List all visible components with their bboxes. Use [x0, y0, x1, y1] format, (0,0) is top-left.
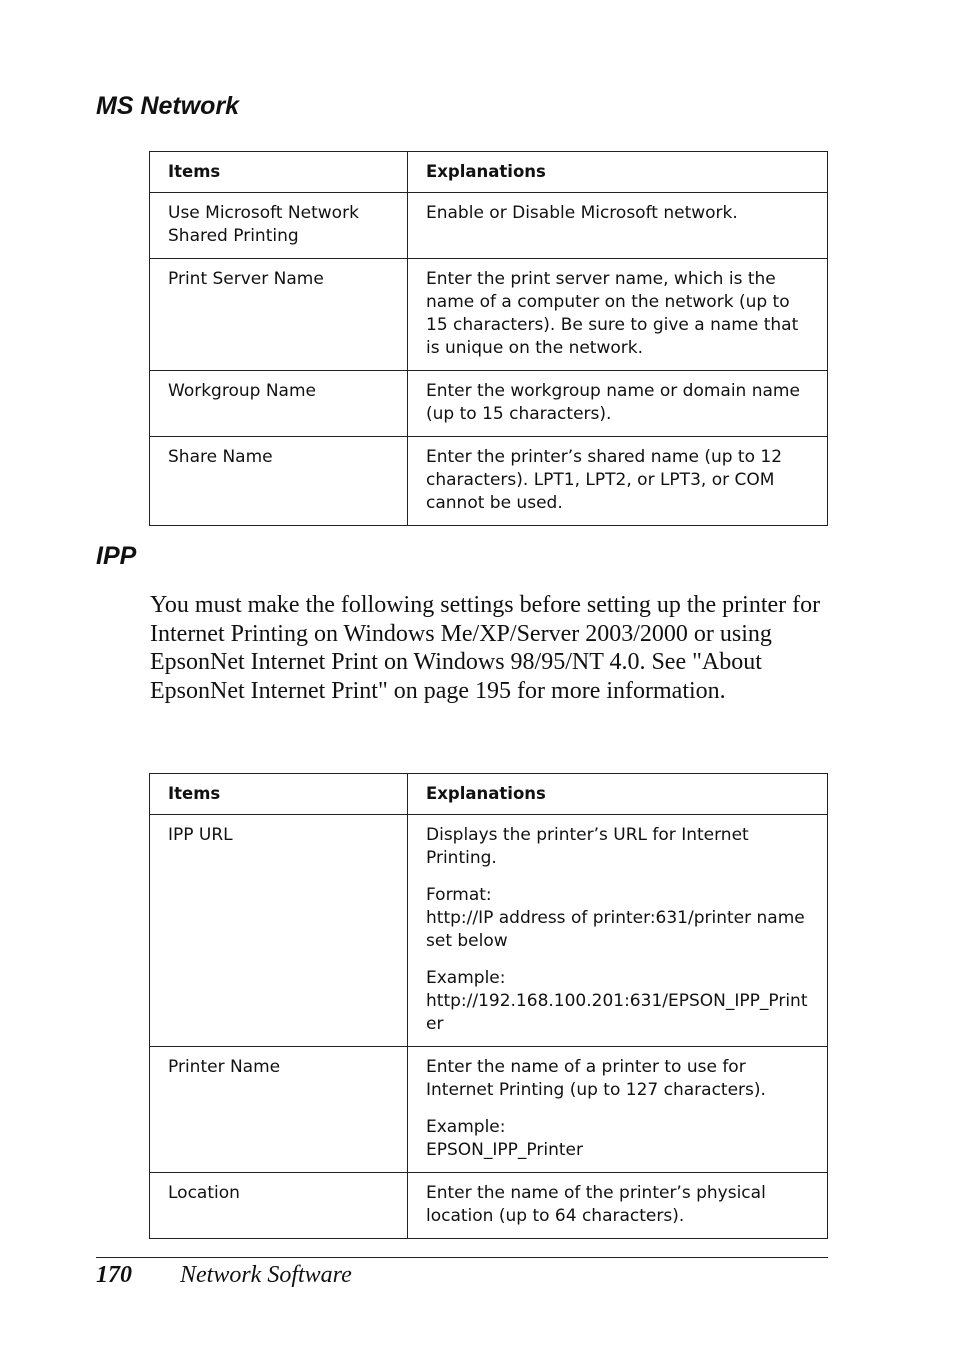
explanation-cell	[408, 437, 828, 526]
footer-chapter-title: Network Software	[180, 1262, 352, 1288]
table-row	[150, 1047, 828, 1173]
table-row	[150, 437, 828, 526]
item-cell: Printer Name	[150, 1047, 408, 1173]
explanation-text: Enter the printer’s shared name (up to 12 characters). LPT1, LPT2, or LPT3, or COM cannot be used.	[426, 447, 783, 513]
explanation-cell	[408, 371, 828, 437]
item-cell: Use Microsoft Network Shared Printing	[150, 193, 408, 259]
explanation-cell	[408, 1047, 828, 1173]
ipp-table	[149, 773, 828, 1239]
explanation-text: Displays the printer’s URL for Internet Printing.	[426, 825, 749, 868]
explanation-text: Enter the print server name, which is the name of a computer on the network (up to 15 characters). Be sure to give a name that is unique on the network.	[426, 269, 799, 358]
explanation-cell	[408, 815, 828, 1047]
table-row	[150, 1173, 828, 1239]
column-header-items: Items	[150, 774, 408, 815]
table-row	[150, 815, 828, 1047]
table-header-row	[150, 152, 828, 193]
footer-divider	[96, 1257, 828, 1258]
explanation-text: Enable or Disable Microsoft network.	[426, 203, 738, 223]
item-cell: Share Name	[150, 437, 408, 526]
explanation-cell	[408, 193, 828, 259]
item-cell: Location	[150, 1173, 408, 1239]
example-text: Example: EPSON_IPP_Printer	[426, 1117, 583, 1160]
example-text: Example: http://192.168.100.201:631/EPSON_IPP_Printer	[426, 968, 808, 1034]
table-row	[150, 259, 828, 371]
format-text: Format: http://IP address of printer:631/printer name set below	[426, 885, 805, 951]
column-header-items: Items	[150, 152, 408, 193]
ipp-intro-paragraph: You must make the following settings before setting up the printer for Internet Printing on Windows Me/XP/Server 2003/2000 or using EpsonNet Internet Print on Windows 98/95/NT 4.0. See "About EpsonNet Internet Print" on page 195 for more information.	[150, 592, 821, 704]
section-heading-ipp: IPP	[96, 542, 137, 570]
explanation-text: Enter the workgroup name or domain name (up to 15 characters).	[426, 381, 800, 424]
section-heading-ms-network: MS Network	[96, 92, 240, 120]
column-header-explanations: Explanations	[408, 152, 828, 193]
item-cell: Workgroup Name	[150, 371, 408, 437]
explanation-cell	[408, 1173, 828, 1239]
table-row	[150, 371, 828, 437]
ms-network-table	[149, 151, 828, 526]
explanation-text: Enter the name of the printer’s physical location (up to 64 characters).	[426, 1183, 766, 1226]
explanation-text: Enter the name of a printer to use for Internet Printing (up to 127 characters).	[426, 1057, 766, 1100]
item-cell: Print Server Name	[150, 259, 408, 371]
column-header-explanations: Explanations	[408, 774, 828, 815]
item-cell: IPP URL	[150, 815, 408, 1047]
table-header-row	[150, 774, 828, 815]
table-row	[150, 193, 828, 259]
page-number: 170	[96, 1262, 132, 1288]
explanation-cell	[408, 259, 828, 371]
